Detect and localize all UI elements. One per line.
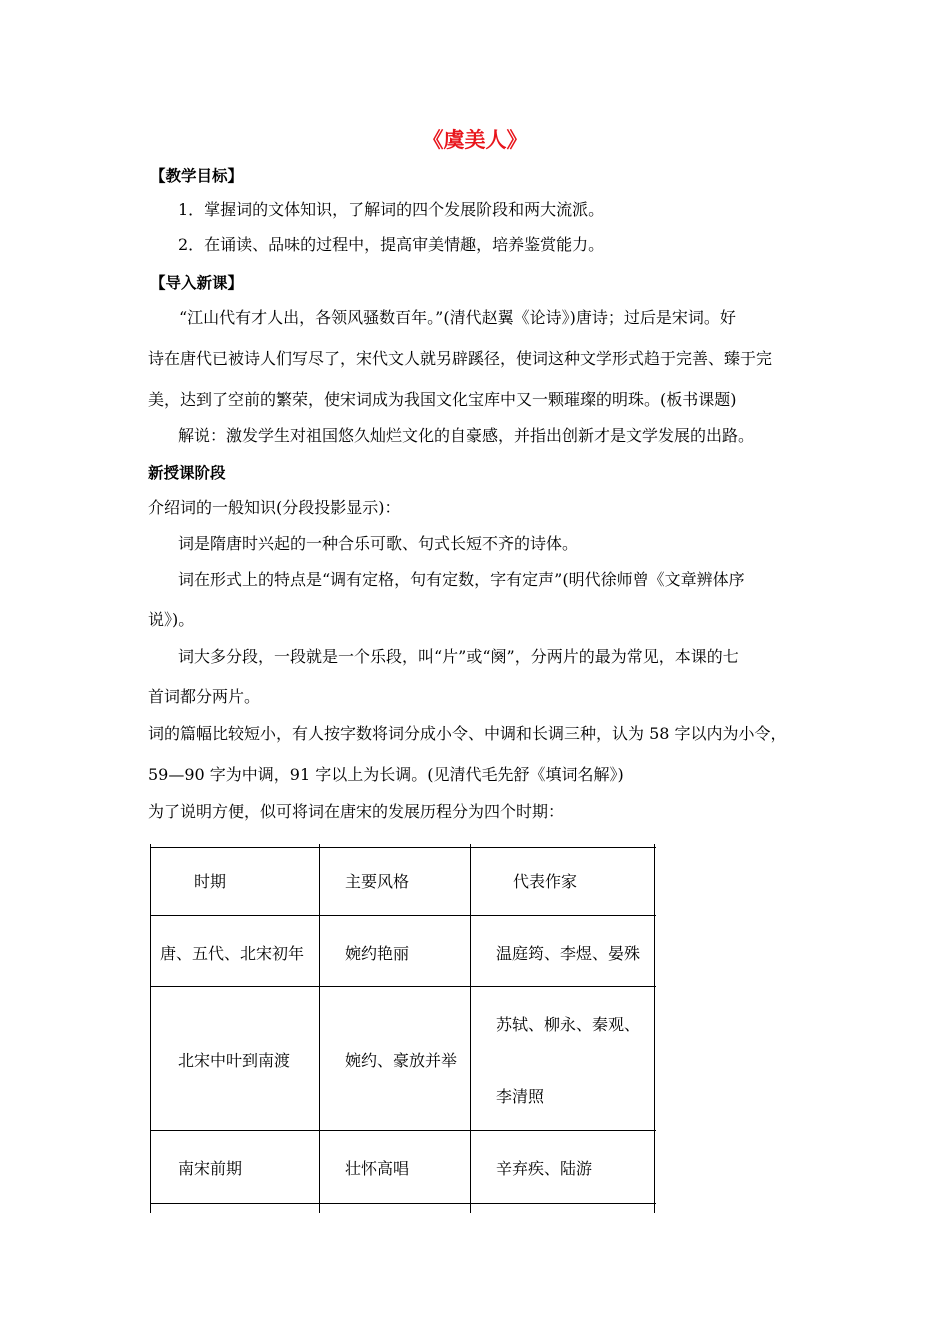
ci-definition: 词是隋唐时兴起的一种合乐可歌、句式长短不齐的诗体。 bbox=[178, 534, 579, 553]
table-rule bbox=[150, 915, 656, 916]
table-header-style: 主要风格 bbox=[345, 872, 410, 891]
table-rule bbox=[654, 844, 655, 1213]
table-cell-style: 婉约、豪放并举 bbox=[345, 1051, 458, 1070]
table-rule bbox=[150, 844, 151, 1213]
table-rule bbox=[150, 1130, 656, 1131]
table-cell-authors: 苏轼、柳永、秦观、 bbox=[496, 1015, 641, 1034]
new-lesson-heading: 新授课阶段 bbox=[148, 464, 226, 482]
table-cell-period: 南宋前期 bbox=[178, 1159, 243, 1178]
ci-length-line-1: 词的篇幅比较短小，有人按字数将词分成小令、中调和长调三种，认为 58 字以内为小令， bbox=[148, 724, 787, 743]
ci-sections-line-1: 词大多分段，一段就是一个乐段，叫“片”或“阕”，分两片的最为常见，本课的七 bbox=[178, 647, 739, 666]
table-rule bbox=[150, 847, 656, 848]
intro-heading: 【导入新课】 bbox=[150, 274, 244, 292]
intro-paragraph-line-2: 诗在唐代已被诗人们写尽了，宋代文人就另辟蹊径，使词这种文学形式趋于完善、臻于完 bbox=[148, 349, 773, 368]
ci-sections-line-2: 首词都分两片。 bbox=[148, 687, 261, 706]
table-rule bbox=[470, 844, 471, 1213]
periods-table bbox=[150, 840, 656, 1220]
ci-length-line-2: 59—90 字为中调，91 字以上为长调。(见清代毛先舒《填词名解》) bbox=[148, 765, 624, 784]
goals-heading: 【教学目标】 bbox=[150, 167, 244, 185]
table-rule bbox=[319, 844, 320, 1213]
ci-form-line-1: 词在形式上的特点是“调有定格，句有定数，字有定声”(明代徐师曾《文章辨体序 bbox=[178, 570, 745, 589]
new-lesson-intro: 介绍词的一般知识(分段投影显示)： bbox=[148, 498, 401, 517]
table-cell-period: 北宋中叶到南渡 bbox=[178, 1051, 291, 1070]
table-header-authors: 代表作家 bbox=[513, 872, 578, 891]
table-rule bbox=[150, 1203, 656, 1204]
ci-form-line-2: 说》)。 bbox=[148, 610, 195, 629]
table-cell-authors-continued: 李清照 bbox=[496, 1087, 545, 1106]
table-cell-style: 壮怀高唱 bbox=[345, 1159, 410, 1178]
table-cell-style: 婉约艳丽 bbox=[345, 944, 410, 963]
goal-item-1: 1．掌握词的文体知识，了解词的四个发展阶段和两大流派。 bbox=[178, 200, 605, 219]
table-cell-authors: 辛弃疾、陆游 bbox=[496, 1159, 593, 1178]
table-cell-authors: 温庭筠、李煜、晏殊 bbox=[496, 944, 641, 963]
table-header-period: 时期 bbox=[194, 872, 227, 891]
goal-item-2: 2．在诵读、品味的过程中，提高审美情趣，培养鉴赏能力。 bbox=[178, 235, 605, 254]
ci-periods-intro: 为了说明方便，似可将词在唐宋的发展历程分为四个时期： bbox=[148, 802, 565, 821]
table-cell-period: 唐、五代、北宋初年 bbox=[160, 944, 305, 963]
page-title: 《虞美人》 bbox=[422, 127, 528, 152]
intro-paragraph-line-1: “江山代有才人出，各领风骚数百年。”(清代赵翼《论诗》)唐诗；过后是宋词。好 bbox=[179, 308, 736, 327]
intro-explanation: 解说：激发学生对祖国悠久灿烂文化的自豪感，并指出创新才是文学发展的出路。 bbox=[178, 426, 755, 445]
intro-paragraph-line-3: 美，达到了空前的繁荣，使宋词成为我国文化宝库中又一颗璀璨的明珠。(板书课题) bbox=[148, 390, 737, 409]
table-rule bbox=[150, 986, 656, 987]
